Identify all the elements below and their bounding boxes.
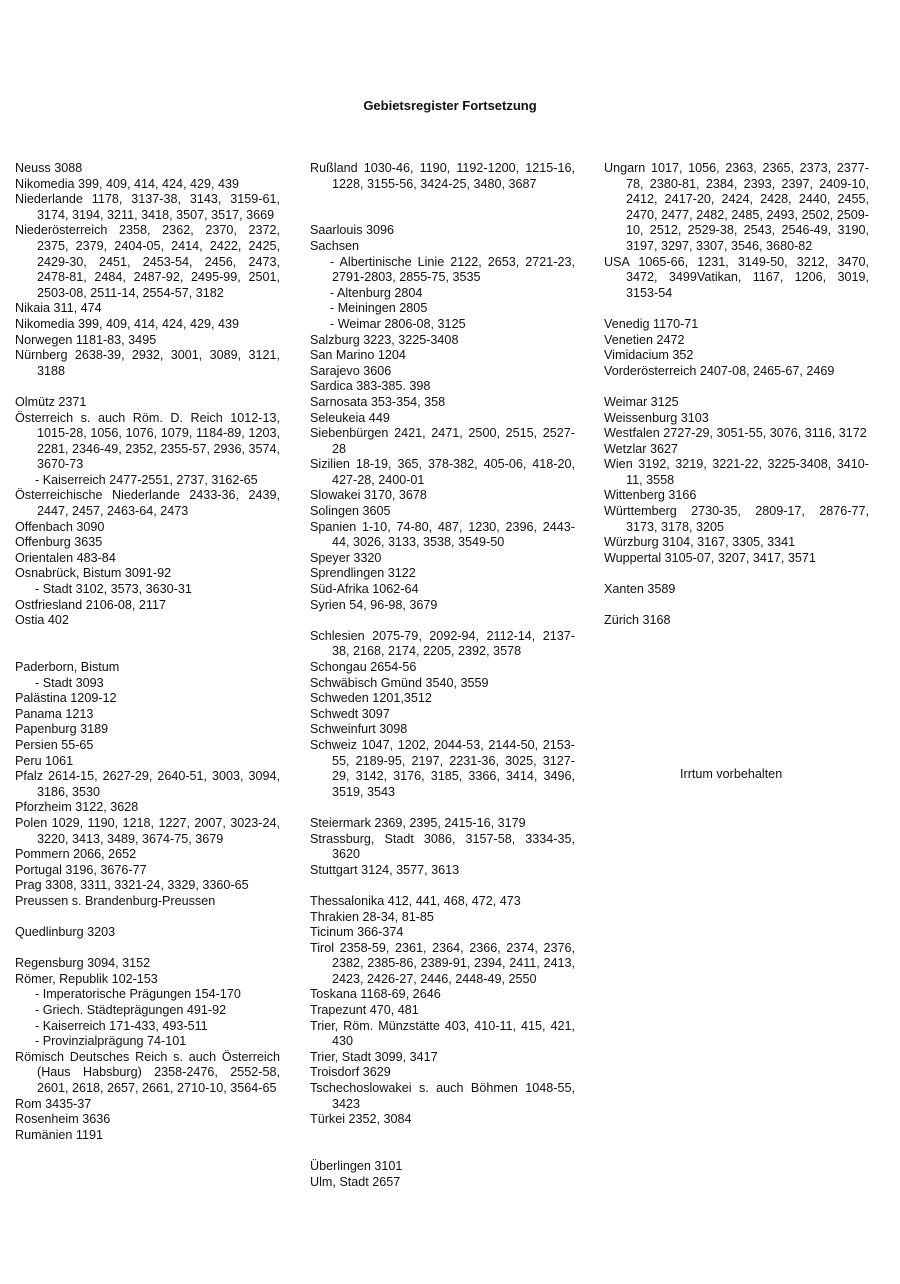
index-entry: Österreich s. auch Röm. D. Reich 1012-13, 1015-28, 1056, 1076, 1079, 1184-89, 1203, 2281, 2346-49, 2352, 2355-57, 2936, 3574, 3670-73 bbox=[15, 410, 280, 472]
index-entry: Weissenburg 3103 bbox=[604, 410, 709, 425]
index-entry: Ostia 402 bbox=[15, 613, 69, 628]
index-entry: Ungarn 1017, 1056, 2363, 2365, 2373, 2377-78, 2380-81, 2384, 2393, 2397, 2409-10, 2412, 2417-20, 2424, 2428, 2440, 2455, 2470, 2477, 2482, 2485, 2493, 2502, 2509-10, 2512, 2529-38, 2543, 2546-49, 3190, 3197, 3297, 3307, 3546, 3680-82 bbox=[604, 161, 869, 253]
section-gap bbox=[604, 566, 869, 582]
index-entry: Sardica 383-385. 398 bbox=[310, 379, 431, 394]
index-entry: Niederösterreich 2358, 2362, 2370, 2372, 2375, 2379, 2404-05, 2414, 2422, 2425, 2429-30, 2451, 2453-54, 2456, 2473, 2478-81, 2484, 2487-92, 2495-99, 2501, 2503-08, 2511-14, 2554-57, 3182 bbox=[15, 223, 280, 300]
index-entry: Seleukeia 449 bbox=[310, 410, 390, 425]
index-entry: Sarajevo 3606 bbox=[310, 363, 392, 378]
index-entry: Siebenbürgen 2421, 2471, 2500, 2515, 2527-28 bbox=[310, 426, 575, 456]
index-entry: Xanten 3589 bbox=[604, 582, 676, 597]
index-entry: Überlingen 3101 bbox=[310, 1159, 403, 1173]
section-gap bbox=[15, 379, 280, 395]
index-entry: Österreichische Niederlande 2433-36, 2439, 2447, 2457, 2463-64, 2473 bbox=[15, 488, 280, 519]
index-entry: Römer, Republik 102-153 bbox=[15, 971, 158, 986]
index-column-left bbox=[15, 161, 280, 1143]
index-entry: Venetien 2472 bbox=[604, 332, 685, 347]
index-entry: Thessalonika 412, 441, 468, 472, 473 bbox=[310, 893, 521, 908]
index-entry: Speyer 3320 bbox=[310, 550, 382, 565]
index-entry: Orientalen 483-84 bbox=[15, 550, 116, 565]
index-subentry: - Altenburg 2804 bbox=[330, 285, 423, 300]
index-entry: Venedig 1170-71 bbox=[604, 316, 699, 331]
index-column-right bbox=[604, 161, 869, 629]
index-entry: Palästina 1209-12 bbox=[15, 691, 117, 706]
index-entry: Süd-Afrika 1062-64 bbox=[310, 582, 419, 597]
index-entry: Panama 1213 bbox=[15, 706, 94, 721]
index-entry: Trapezunt 470, 481 bbox=[310, 1003, 419, 1018]
index-entry: Olmütz 2371 bbox=[15, 394, 87, 409]
section-gap bbox=[310, 1128, 575, 1159]
index-entry: Vorderösterreich 2407-08, 2465-67, 2469 bbox=[604, 363, 835, 378]
index-entry: Solingen 3605 bbox=[310, 504, 391, 519]
index-entry: Römisch Deutsches Reich s. auch Österreich (Haus Habsburg) 2358-2476, 2552-58, 2601, 2618, 2657, 2661, 2710-10, 3564-65 bbox=[15, 1049, 280, 1096]
section-gap bbox=[15, 629, 280, 660]
index-entry: Zürich 3168 bbox=[604, 613, 671, 628]
index-entry: Pommern 2066, 2652 bbox=[15, 847, 137, 862]
index-entry: Schwäbisch Gmünd 3540, 3559 bbox=[310, 675, 489, 690]
index-subentry: - Griech. Städteprägungen 491-92 bbox=[35, 1003, 227, 1018]
section-gap bbox=[310, 800, 575, 816]
section-gap bbox=[604, 598, 869, 614]
index-entry: Schongau 2654-56 bbox=[310, 660, 417, 674]
index-entry: Peru 1061 bbox=[15, 753, 74, 768]
index-subentry: - Albertinische Linie 2122, 2653, 2721-23, 2791-2803, 2855-75, 3535 bbox=[330, 254, 575, 285]
index-entry: Nikomedia 399, 409, 414, 424, 429, 439 bbox=[15, 176, 240, 191]
index-entry: Weimar 3125 bbox=[604, 394, 679, 409]
index-entry: Nikomedia 399, 409, 414, 424, 429, 439 bbox=[15, 316, 240, 331]
index-entry: Thrakien 28-34, 81-85 bbox=[310, 909, 434, 924]
index-entry: Wittenberg 3166 bbox=[604, 488, 697, 503]
index-entry: Tirol 2358-59, 2361, 2364, 2366, 2374, 2376, 2382, 2385-86, 2389-91, 2394, 2411, 2413, 2423, 2426-27, 2446, 2448-49, 2550 bbox=[310, 940, 575, 986]
index-entry: Paderborn, Bistum bbox=[15, 660, 120, 674]
index-entry: Neuss 3088 bbox=[15, 161, 83, 175]
index-entry: Ticinum 366-374 bbox=[310, 925, 404, 940]
index-entry: Trier, Stadt 3099, 3417 bbox=[310, 1049, 438, 1064]
index-entry: Toskana 1168-69, 2646 bbox=[310, 987, 441, 1002]
index-entry: Ulm, Stadt 2657 bbox=[310, 1174, 401, 1189]
index-entry: Schwedt 3097 bbox=[310, 706, 390, 721]
index-entry: Polen 1029, 1190, 1218, 1227, 2007, 3023-24, 3220, 3413, 3489, 3674-75, 3679 bbox=[15, 815, 280, 846]
index-entry: Schweinfurt 3098 bbox=[310, 722, 408, 737]
index-entry: Rumänien 1191 bbox=[15, 1127, 103, 1142]
index-entry: Pfalz 2614-15, 2627-29, 2640-51, 3003, 3094, 3186, 3530 bbox=[15, 769, 280, 799]
index-entry: San Marino 1204 bbox=[310, 348, 406, 363]
index-entry: Steiermark 2369, 2395, 2415-16, 3179 bbox=[310, 815, 526, 830]
index-entry: Schlesien 2075-79, 2092-94, 2112-14, 2137-38, 2168, 2174, 2205, 2392, 3578 bbox=[310, 628, 575, 659]
index-entry: Niederlande 1178, 3137-38, 3143, 3159-61, 3174, 3194, 3211, 3418, 3507, 3517, 3669 bbox=[15, 192, 280, 222]
index-entry: Portugal 3196, 3676-77 bbox=[15, 862, 147, 877]
index-entry: Osnabrück, Bistum 3091-92 bbox=[15, 566, 172, 581]
index-entry: Sarnosata 353-354, 358 bbox=[310, 394, 446, 409]
index-entry: Würzburg 3104, 3167, 3305, 3341 bbox=[604, 535, 796, 550]
index-entry: Rom 3435-37 bbox=[15, 1096, 92, 1111]
section-gap bbox=[15, 941, 280, 957]
index-entry: Tschechoslowakei s. auch Böhmen 1048-55, 3423 bbox=[310, 1081, 575, 1111]
index-entry: Türkei 2352, 3084 bbox=[310, 1112, 412, 1127]
index-entry: USA 1065-66, 1231, 3149-50, 3212, 3470, 3472, 3499Vatikan, 1167, 1206, 3019, 3153-54 bbox=[604, 254, 869, 300]
index-entry: Quedlinburg 3203 bbox=[15, 925, 116, 940]
index-entry: Salzburg 3223, 3225-3408 bbox=[310, 332, 459, 347]
index-entry: Sachsen bbox=[310, 238, 360, 253]
section-gap bbox=[310, 192, 575, 223]
disclaimer-note: Irrtum vorbehalten bbox=[680, 767, 783, 781]
index-subentry: - Stadt 3102, 3573, 3630-31 bbox=[35, 582, 192, 597]
page-title: Gebietsregister Fortsetzung bbox=[363, 98, 537, 113]
index-entry: Slowakei 3170, 3678 bbox=[310, 488, 427, 503]
index-entry: Strassburg, Stadt 3086, 3157-58, 3334-35, 3620 bbox=[310, 831, 575, 862]
section-gap bbox=[604, 301, 869, 317]
index-subentry: - Provinzialprägung 74-101 bbox=[35, 1034, 187, 1049]
index-subentry: - Kaiserreich 171-433, 493-511 bbox=[35, 1018, 208, 1033]
index-entry: Vimidacium 352 bbox=[604, 348, 694, 363]
index-entry: Ostfriesland 2106-08, 2117 bbox=[15, 597, 166, 612]
index-entry: Saarlouis 3096 bbox=[310, 223, 395, 238]
index-entry: Rußland 1030-46, 1190, 1192-1200, 1215-16, 1228, 3155-56, 3424-25, 3480, 3687 bbox=[310, 161, 575, 191]
index-entry: Syrien 54, 96-98, 3679 bbox=[310, 597, 438, 612]
index-subentry: - Weimar 2806-08, 3125 bbox=[330, 316, 466, 331]
index-entry: Nürnberg 2638-39, 2932, 3001, 3089, 3121, 3188 bbox=[15, 348, 280, 378]
index-subentry: - Kaiserreich 2477-2551, 2737, 3162-65 bbox=[35, 472, 258, 487]
index-entry: Persien 55-65 bbox=[15, 737, 94, 752]
index-entry: Schweiz 1047, 1202, 2044-53, 2144-50, 2153-55, 2189-95, 2197, 2231-36, 3025, 3127-29, 3142, 3176, 3185, 3366, 3414, 3496, 3519, 3543 bbox=[310, 737, 575, 799]
index-entry: Stuttgart 3124, 3577, 3613 bbox=[310, 862, 460, 877]
index-entry: Nikaia 311, 474 bbox=[15, 301, 102, 316]
index-entry: Trier, Röm. Münzstätte 403, 410-11, 415, 421, 430 bbox=[310, 1018, 575, 1049]
index-entry: Pforzheim 3122, 3628 bbox=[15, 800, 139, 815]
index-entry: Sprendlingen 3122 bbox=[310, 566, 416, 581]
index-subentry: - Stadt 3093 bbox=[35, 675, 104, 690]
index-entry: Spanien 1-10, 74-80, 487, 1230, 2396, 2443-44, 3026, 3133, 3538, 3549-50 bbox=[310, 519, 575, 550]
index-entry: Wuppertal 3105-07, 3207, 3417, 3571 bbox=[604, 550, 816, 565]
index-entry: Schweden 1201,3512 bbox=[310, 691, 432, 706]
index-entry: Preussen s. Brandenburg-Preussen bbox=[15, 893, 216, 908]
index-entry: Regensburg 3094, 3152 bbox=[15, 956, 151, 971]
section-gap bbox=[15, 910, 280, 926]
index-entry: Württemberg 2730-35, 2809-17, 2876-77, 3173, 3178, 3205 bbox=[604, 504, 869, 534]
index-entry: Norwegen 1181-83, 3495 bbox=[15, 332, 157, 347]
section-gap bbox=[310, 878, 575, 894]
index-subentry: - Imperatorische Prägungen 154-170 bbox=[35, 987, 241, 1002]
index-entry: Offenbach 3090 bbox=[15, 519, 105, 534]
section-gap bbox=[604, 379, 869, 395]
index-entry: Papenburg 3189 bbox=[15, 722, 109, 737]
index-entry: Offenburg 3635 bbox=[15, 535, 103, 550]
index-entry: Prag 3308, 3311, 3321-24, 3329, 3360-65 bbox=[15, 878, 249, 893]
index-entry: Wetzlar 3627 bbox=[604, 441, 678, 456]
index-entry: Wien 3192, 3219, 3221-22, 3225-3408, 3410-11, 3558 bbox=[604, 457, 869, 487]
index-entry: Westfalen 2727-29, 3051-55, 3076, 3116, 3172 bbox=[604, 426, 867, 441]
index-subentry: - Meiningen 2805 bbox=[330, 301, 428, 316]
index-column-middle bbox=[310, 161, 575, 1190]
index-entry: Rosenheim 3636 bbox=[15, 1112, 111, 1127]
section-gap bbox=[310, 613, 575, 629]
index-entry: Troisdorf 3629 bbox=[310, 1065, 391, 1080]
index-entry: Sizilien 18-19, 365, 378-382, 405-06, 418-20, 427-28, 2400-01 bbox=[310, 457, 575, 487]
